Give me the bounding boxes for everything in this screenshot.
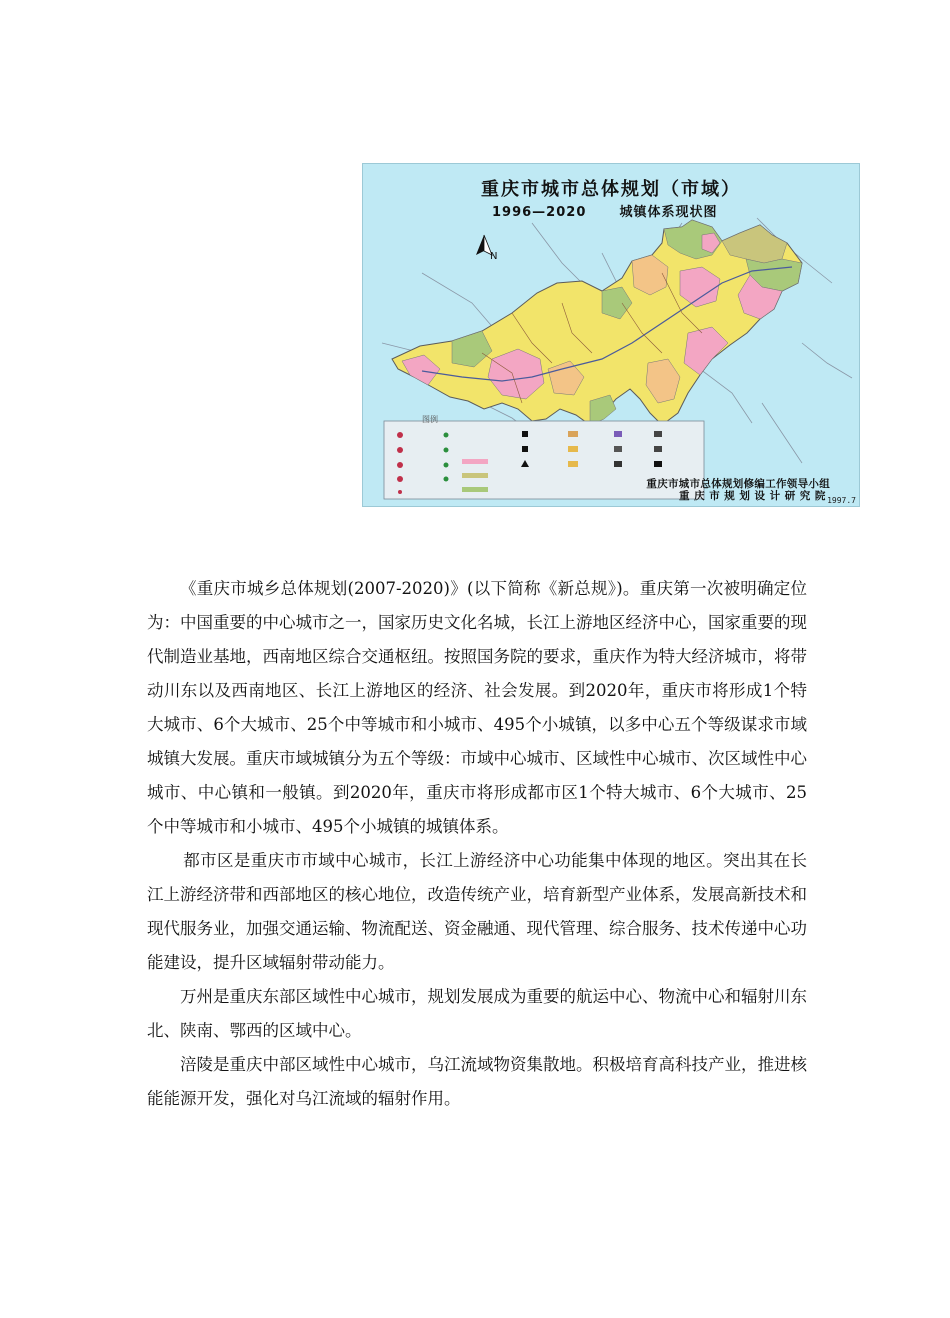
paragraph-metro-area: 都市区是重庆市市域中心城市，长江上游经济中心功能集中体现的地区。突出其在长江上游经济带和西部地区的核心地位，改造传统产业，培育新型产业体系，发展高新技术和现代服务业，加强交通运输、物流配送、资金融通、现代管理、综合服务、技术传递中心功能建设，提升区域辐射带动能力。 bbox=[147, 851, 807, 972]
paragraph-overview: 《重庆市城乡总体规划(2007-2020)》(以下简称《新总规》)。重庆第一次被明确定位为：中国重要的中心城市之一，国家历史文化名城，长江上游地区经济中心，国家重要的现代制造业基地，西南地区综合交通枢纽。按照国务院的要求，重庆作为特大经济城市，将带动川东以及西南地区、长江上游地区的经济、社会发展。到2020年，重庆市将形成1个特大城市、6个大城市、25个中等城市和小城市、495个小城镇，以多中心五个等级谋求市域城镇大发展。重庆市域城镇分为五个等级：市域中心城市、区域性中心城市、次区域性中心城市、中心镇和一般镇。到2020年，重庆市将形成都市区1个特大城市、6个大城市、25个中等城市和小城市、495个小城镇的城镇体系。 bbox=[147, 579, 807, 836]
map-credit-institute: 重庆市规划设计研究院 bbox=[679, 490, 830, 502]
paragraph-wanzhou: 万州是重庆东部区域性中心城市，规划发展成为重要的航运中心、物流中心和辐射川东北、陕南、鄂西的区域中心。 bbox=[147, 987, 807, 1040]
legend-title: 图例 bbox=[422, 415, 438, 424]
map-year: 1997.7 bbox=[827, 496, 856, 505]
map-title: 重庆市城市总体规划（市域） bbox=[481, 179, 741, 200]
article-body bbox=[147, 572, 807, 1116]
paragraph-fuling: 涪陵是重庆中部区域性中心城市，乌江流域物资集散地。积极培育高科技产业，推进核能能源开发，强化对乌江流域的辐射作用。 bbox=[147, 1055, 807, 1108]
map-credit-group: 重庆市城市总体规划修编工作领导小组 bbox=[646, 478, 830, 490]
north-arrow-icon bbox=[476, 235, 497, 262]
map-subtitle: 1996—2020 城镇体系现状图 bbox=[492, 205, 718, 220]
map-figure bbox=[362, 163, 860, 507]
svg-text:N: N bbox=[490, 251, 498, 262]
